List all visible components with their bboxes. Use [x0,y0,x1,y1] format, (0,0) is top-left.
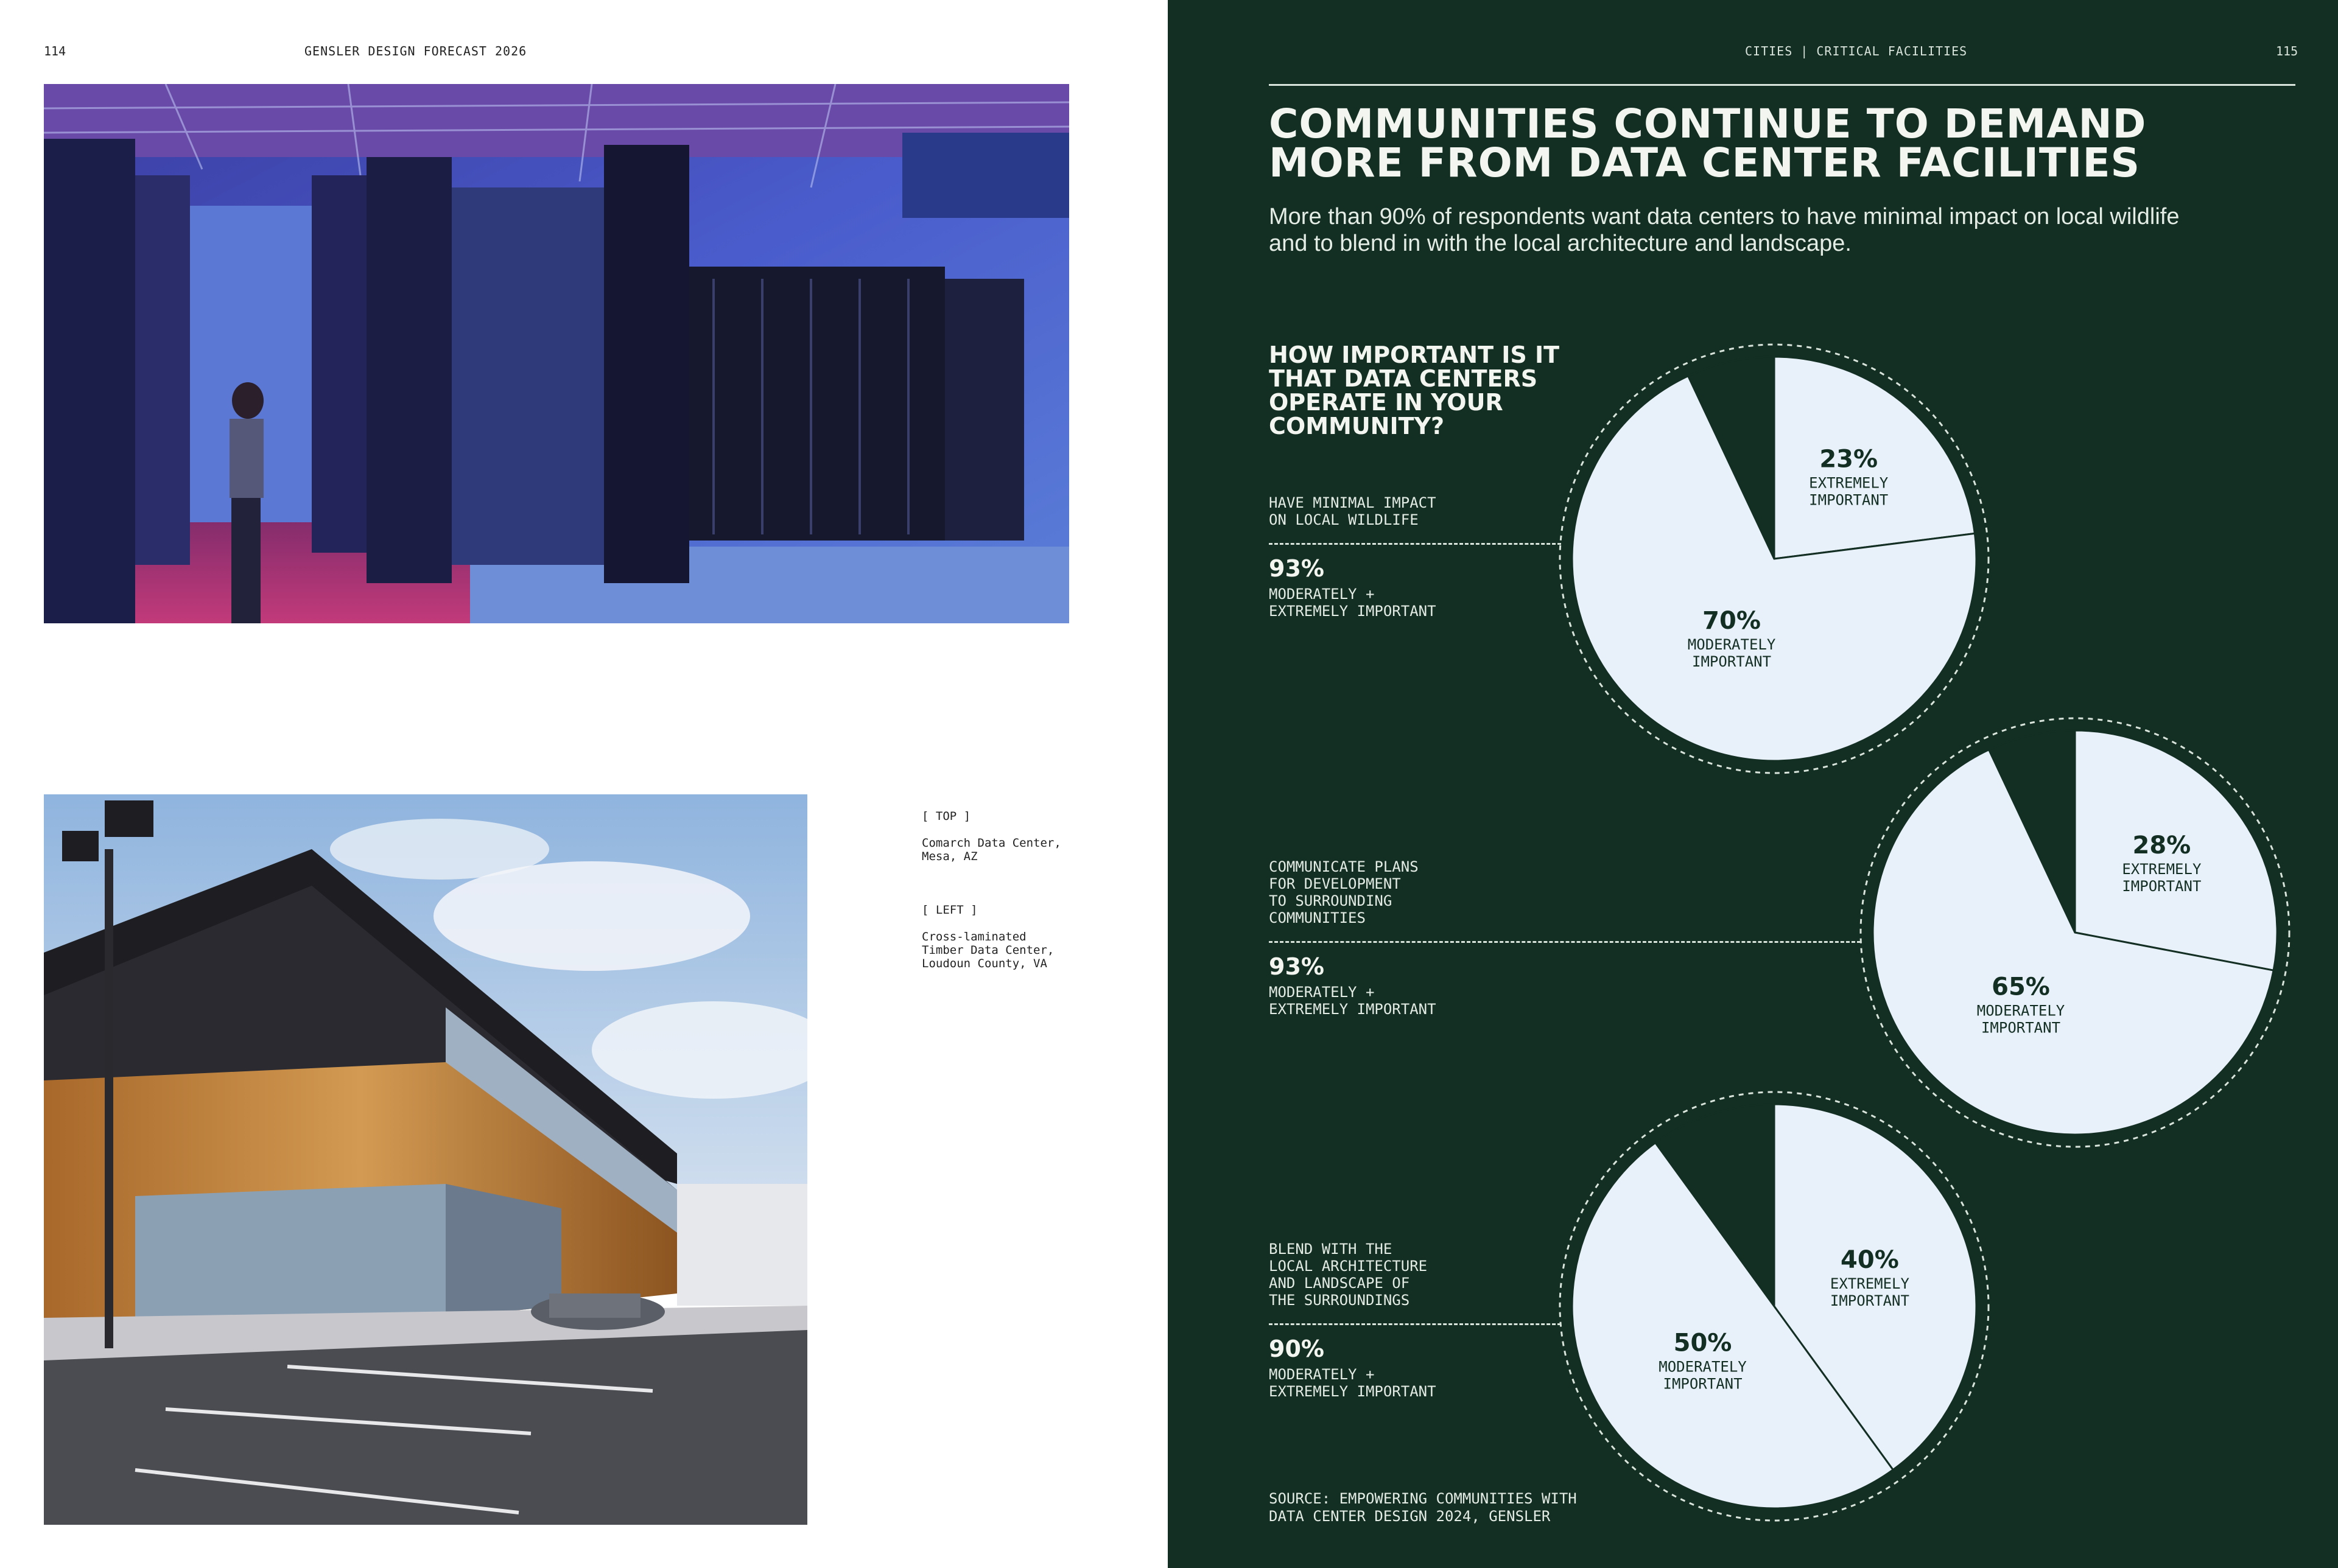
chart-question: HOW IMPORTANT IS IT THAT DATA CENTERS OPERATE IN YOUR COMMUNITY? [1269,341,1560,439]
item-1-total-label: MODERATELY + EXTREMELY IMPORTANT [1269,586,1436,620]
pie-slice-1-label: EXTREMELY [1830,1275,1909,1293]
pie-slice-1-label: EXTREMELY [2122,861,2202,878]
item-3-total: 90% [1269,1335,1324,1362]
timber-data-center-photo [44,794,807,1525]
pie-slice-2-label: IMPORTANT [1981,1019,2061,1037]
source-note: SOURCE: EMPOWERING COMMUNITIES WITH DATA CENTER DESIGN 2024, GENSLER [1269,1490,1577,1525]
pie-slice-2-label: MODERATELY [1976,1002,2065,1020]
item-2-total-label: MODERATELY + EXTREMELY IMPORTANT [1269,984,1436,1018]
item-2-connector [1269,941,1861,943]
page-subtitle: More than 90% of respondents want data centers to have minimal impact on local wildlife and to blend in with the local architecture and landscape. [1269,204,2180,256]
pie-slice-2-value: 50% [1673,1329,1732,1357]
caption-top-tag: [ TOP ] [922,810,971,823]
pie-slice-1-label: IMPORTANT [2122,878,2202,895]
pie-slice-2-value: 70% [1702,607,1761,635]
item-3-connector [1269,1323,1561,1325]
item-2-label: COMMUNICATE PLANS FOR DEVELOPMENT TO SURROUNDING COMMUNITIES [1269,858,1419,926]
running-header-left: GENSLER DESIGN FORECAST 2026 [304,44,527,58]
caption-left [922,890,1104,984]
page-number-right: 115 [2276,44,2298,58]
caption-top [922,796,1104,877]
item-1-connector [1269,543,1561,545]
pie-slice-1-label: IMPORTANT [1830,1292,1909,1310]
pie-svg [1555,1087,1993,1525]
pie-chart-blend-architecture [1555,1087,1993,1525]
page-title: COMMUNITIES CONTINUE TO DEMAND MORE FROM DATA CENTER FACILITIES [1269,100,2147,186]
header-rule [1269,84,2295,86]
item-2-total: 93% [1269,953,1324,980]
pie-slice-1-value: 40% [1841,1246,1899,1275]
item-3-total-label: MODERATELY + EXTREMELY IMPORTANT [1269,1366,1436,1400]
page-number-left: 114 [44,44,66,58]
pie-slice-2-label: IMPORTANT [1663,1375,1743,1393]
pie-slice-2-label: IMPORTANT [1692,653,1772,671]
running-header-right: CITIES | CRITICAL FACILITIES [1745,44,1968,58]
item-1-label: HAVE MINIMAL IMPACT ON LOCAL WILDLIFE [1269,494,1436,528]
pie-slice-1-value: 28% [2132,831,2191,860]
pie-slice-1-label: IMPORTANT [1809,491,1889,509]
caption-left-text: Cross-laminated Timber Data Center, Loudoun County, VA [922,930,1055,970]
pie-slice-2-value: 65% [1992,973,2050,1001]
pie-svg [1856,713,2294,1152]
item-1-total: 93% [1269,555,1324,582]
left-page [0,0,1168,1568]
pie-slice-1-value: 23% [1819,445,1878,474]
photo-captions [922,796,1104,997]
pie-slice-2-label: MODERATELY [1659,1358,1747,1376]
item-3-label: BLEND WITH THE LOCAL ARCHITECTURE AND LANDSCAPE OF THE SURROUNDINGS [1269,1241,1428,1309]
pie-chart-wildlife [1555,340,1993,778]
caption-left-tag: [ LEFT ] [922,903,978,917]
pie-svg [1555,340,1993,778]
pie-slice-2-label: MODERATELY [1687,636,1776,654]
caption-top-text: Comarch Data Center, Mesa, AZ [922,836,1061,863]
data-center-interior-photo [44,84,1069,623]
pie-chart-communicate-plans [1856,713,2294,1152]
pie-slice-1-label: EXTREMELY [1809,474,1889,492]
